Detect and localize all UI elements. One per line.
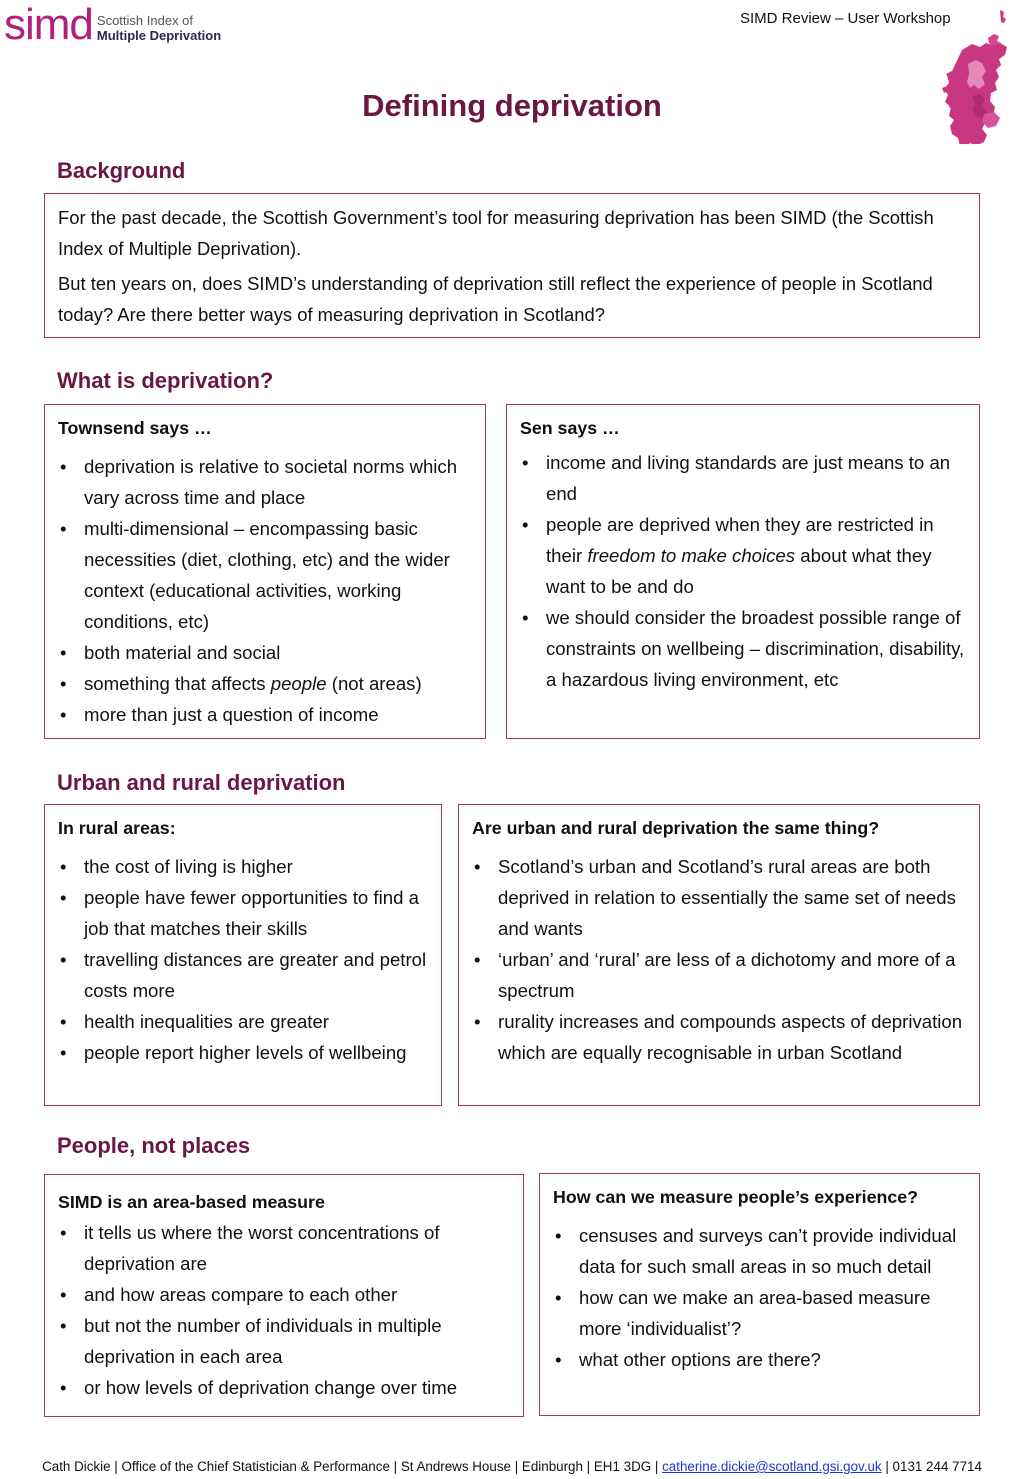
list-item: • but not the number of individuals in multiple deprivation in each area	[58, 1310, 510, 1372]
list-item: • and how areas compare to each other	[58, 1279, 510, 1310]
list-item: • what other options are there?	[553, 1344, 966, 1375]
measure-experience-title: How can we measure people’s experience?	[553, 1187, 918, 1207]
workshop-label: SIMD Review – User Workshop	[740, 10, 951, 27]
urban-rural-same-title: Are urban and rural deprivation the same thing?	[472, 818, 880, 838]
people-heading: People, not places	[57, 1133, 251, 1158]
list-item: • censuses and surveys can’t provide individual data for such small areas in so much detail	[553, 1220, 966, 1282]
logo-line2: Multiple Deprivation	[96, 28, 222, 43]
background-paragraph: But ten years on, does SIMD’s understanding of deprivation still reflect the experience of people in Scotland today? Are there better ways of measuring deprivation in Scotland?	[58, 273, 933, 325]
area-measure-list	[58, 1217, 510, 1403]
logo-text	[97, 14, 221, 43]
sen-box	[506, 404, 980, 739]
what-heading: What is deprivation?	[57, 368, 274, 393]
list-item: • rurality increases and compounds aspects of deprivation which are equally recognisable in urban Scotland	[472, 1006, 966, 1068]
list-item: • Scotland’s urban and Scotland’s rural areas are both deprived in relation to essentially the same set of needs and wants	[472, 851, 966, 944]
area-measure-box	[44, 1174, 524, 1417]
list-item: • how can we make an area-based measure more ‘individualist’?	[553, 1282, 966, 1344]
urban-rural-same-box	[458, 804, 980, 1106]
measure-experience-list	[553, 1220, 966, 1375]
list-item: • the cost of living is higher	[58, 851, 428, 882]
list-item: • people have fewer opportunities to find a job that matches their skills	[58, 882, 428, 944]
logo-line1: Scottish Index of	[96, 13, 194, 28]
townsend-title: Townsend says …	[58, 418, 212, 438]
list-item: • multi-dimensional – encompassing basic necessities (diet, clothing, etc) and the wider context (educational activities, working conditions, etc)	[58, 513, 472, 637]
footer-contact: Cath Dickie | Office of the Chief Statistician & Performance | St Andrews House | Edinburgh | EH1 3DG |	[42, 1459, 663, 1474]
footer-phone: | 0131 244 7714	[881, 1459, 982, 1474]
measure-experience-box	[539, 1173, 980, 1416]
background-box	[44, 193, 980, 338]
list-item: • income and living standards are just means to an end	[520, 447, 966, 509]
page-title: Defining deprivation	[362, 88, 662, 123]
simd-logo	[4, 0, 222, 49]
area-measure-title: SIMD is an area-based measure	[58, 1192, 325, 1212]
list-item: • something that affects people (not areas)	[58, 668, 472, 699]
urban-rural-same-list	[472, 851, 966, 1068]
townsend-list	[58, 451, 472, 730]
rural-list	[58, 851, 428, 1068]
rural-box	[44, 804, 442, 1106]
list-item: • travelling distances are greater and petrol costs more	[58, 944, 428, 1006]
sen-title: Sen says …	[520, 418, 620, 438]
list-item: • more than just a question of income	[58, 699, 472, 730]
list-item: • it tells us where the worst concentrations of deprivation are	[58, 1217, 510, 1279]
list-item: • we should consider the broadest possible range of constraints on wellbeing – discrimination, disability, a hazardous living environment, etc	[520, 602, 966, 695]
townsend-box	[44, 404, 486, 739]
list-item: • people report higher levels of wellbeing	[58, 1037, 428, 1068]
list-item: • people are deprived when they are restricted in their freedom to make choices about what they want to be and do	[520, 509, 966, 602]
list-item: • health inequalities are greater	[58, 1006, 428, 1037]
list-item: • or how levels of deprivation change over time	[58, 1372, 510, 1403]
list-item: • ‘urban’ and ‘rural’ are less of a dichotomy and more of a spectrum	[472, 944, 966, 1006]
sen-list	[520, 447, 966, 695]
background-heading: Background	[57, 158, 186, 183]
background-paragraph: For the past decade, the Scottish Government’s tool for measuring deprivation has been SIMD (the Scottish Index of Multiple Deprivation).	[58, 207, 934, 259]
list-item: • deprivation is relative to societal norms which vary across time and place	[58, 451, 472, 513]
footer	[0, 1459, 1024, 1474]
urban-heading: Urban and rural deprivation	[57, 770, 346, 795]
list-item: • both material and social	[58, 637, 472, 668]
email-link[interactable]: catherine.dickie@scotland.gsi.gov.uk	[662, 1459, 882, 1474]
logo-word: simd	[4, 0, 93, 49]
rural-title: In rural areas:	[58, 818, 176, 838]
